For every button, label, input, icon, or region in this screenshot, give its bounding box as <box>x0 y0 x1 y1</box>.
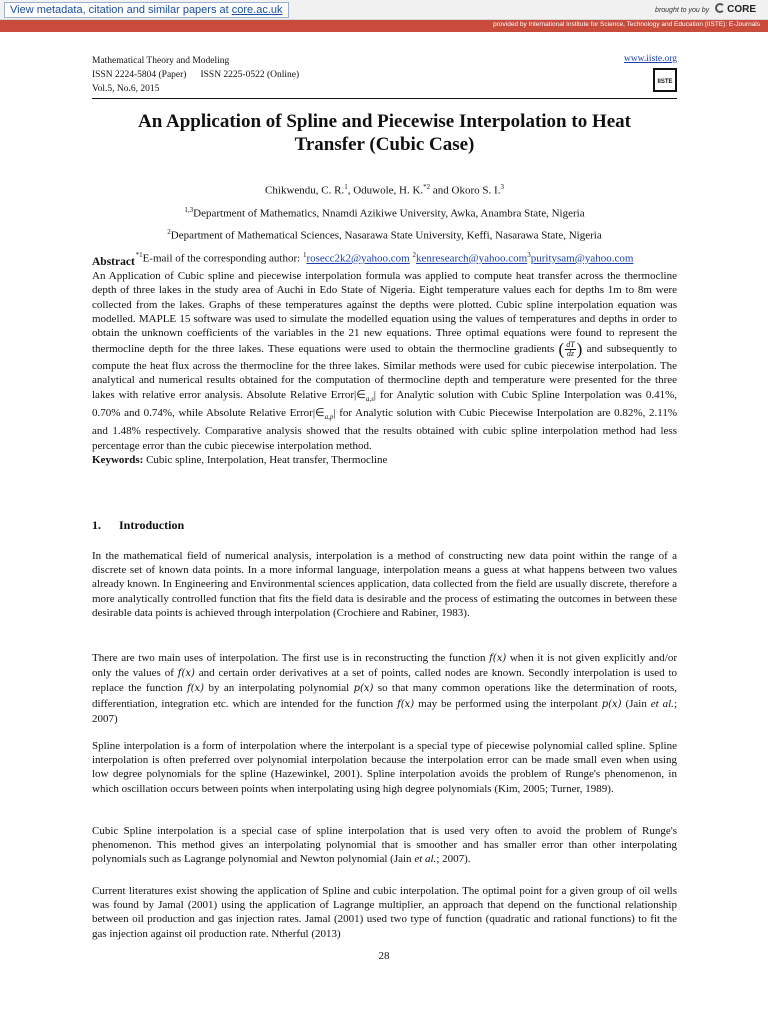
p2-a: There are two main uses of interpolation. The first use is in reconstructing the function <box>92 652 490 664</box>
author-2-sup: *2 <box>423 183 431 191</box>
provided-text: provided by International Institute for Science, Technology and Education (IISTE): E-Journals <box>493 21 760 28</box>
core-logo <box>715 4 756 15</box>
author-1-sup: 1 <box>344 183 348 191</box>
abstract-text <box>92 269 677 453</box>
email-2-sup: 2 <box>412 250 416 259</box>
affiliation-2 <box>92 223 677 246</box>
frac-paren-close: ) <box>576 339 583 359</box>
intro-p3-text: Spline interpolation is a form of interpolation where the interpolant is a special type of piecewise polynomial called spline. Spline interpolation is often preferred over polynomial interpolation because the interpolation error can be made small even when using low degree polynomials for the spline (Hazewinkel, 2001). Spline interpolation avoids the problem of Runge's phenomenon, in which oscillation occurs between points when interpolating using high degree polynomials (Kim, 2005; Turner, 1989). <box>92 740 677 795</box>
core-metadata-link[interactable] <box>4 2 289 18</box>
math-px-2: p(x) <box>601 698 622 710</box>
core-link-domain: core.ac.uk <box>231 4 283 16</box>
journal-name: Mathematical Theory and Modeling <box>92 56 230 66</box>
author-1: Chikwendu, C. R. <box>265 184 345 197</box>
intro-paragraph-3 <box>92 739 677 796</box>
core-link-text: View metadata, citation and similar papers at <box>10 4 232 16</box>
email-sup: *1 <box>135 250 143 259</box>
journal-header-right <box>624 54 677 92</box>
header-divider <box>92 98 677 99</box>
abstract-part-4: for Analytic solution with Cubic Piecewise Interpolation are 0.82%, 2.11% and 1.48% respectively. Comparative analysis showed that the results obtained with cubic spline interpolation method had less percentage error than the cubic piecewise interpolation method. <box>92 407 677 452</box>
issn-online: ISSN 2225-0522 (Online) <box>200 70 300 80</box>
affiliation-2-text: Department of Mathematical Sciences, Nasarawa State University, Keffi, Nasarawa State, Nigeria <box>170 229 602 242</box>
p4-b: ; 2007). <box>436 853 471 866</box>
email-label: E-mail of the corresponding author: <box>142 252 303 265</box>
author-2: , Oduwole, H. K. <box>347 184 424 197</box>
frac-numerator: dT <box>566 340 575 350</box>
paper-title <box>92 110 677 156</box>
intro-paragraph-1 <box>92 549 677 620</box>
issn-line <box>92 68 313 82</box>
intro-p4-text <box>92 824 677 867</box>
journal-volume: Vol.5, No.6, 2015 <box>92 84 160 94</box>
p2-b: when it is not given explicitly and/or only the values of <box>92 652 677 680</box>
frac-denominator: dz <box>566 349 574 359</box>
keywords-text: Cubic spline, Interpolation, Heat transfer, Thermocline <box>143 453 388 466</box>
core-brand[interactable] <box>655 3 756 15</box>
issn-paper: ISSN 2224-5804 (Paper) <box>92 70 187 80</box>
email-1[interactable]: rosecc2k2@yahoo.com <box>306 252 410 265</box>
section-number: 1. <box>92 518 101 532</box>
abstract-part-2: and subsequently to compute the heat flux across the thermocline for the three lakes. Similar methods were used for cubic piecewise interpolation. The analytical and numerical results obtained for the computation of thermocline depth and temperature were presented for the three lakes with relative error analysis. Absolute Relative Error <box>92 343 678 401</box>
p4-etal: et al. <box>414 853 437 866</box>
affiliation-1 <box>92 201 677 224</box>
p2-g: (Jain <box>621 697 651 710</box>
journal-header <box>92 54 313 96</box>
frac-paren-open: ( <box>558 339 565 359</box>
intro-paragraph-5 <box>92 884 677 941</box>
email-3-sup: 3 <box>527 250 531 259</box>
title-line-1: An Application of Spline and Piecewise Interpolation to Heat <box>138 111 631 132</box>
affiliation-2-sup: 2 <box>167 228 171 237</box>
p2-etal: et al. <box>650 697 674 710</box>
email-3[interactable]: puritysam@yahoo.com <box>530 252 634 265</box>
abstract-part-3: for Analytic solution with Cubic Spline Interpolation was 0.41%, 0.70% and 0.74%, while Absolute Relative Error <box>92 388 678 420</box>
introduction-section <box>92 518 677 532</box>
math-px-1: p(x) <box>353 683 374 695</box>
journal-url[interactable]: www.iiste.org <box>623 54 677 64</box>
abstract-part-1: An Application of Cubic spline and piecewise interpolation formula was applied to compute heat transfer across the thermocline depth of three lakes in the study area of Auchi in Edo State of Nigeria. Eight temperature values each for depths 1m to 8m were collected from the lakes. Graphs of these temperatures against the depths were plotted. Cubic spline interpolation equation was modelled. MAPLE 15 software was used to simulate the modelled equation using the values of temperatures and depths in order to obtain the unknown coefficients of the variables in the 21 new equations. Three optimal equations were found to represent the thermocline depth for the three lakes. These equations were used to obtain the thermocline gradients <box>92 270 677 356</box>
brought-text: brought to you by <box>655 7 710 14</box>
error-cs-sub: a,s <box>365 394 374 403</box>
abstract-section <box>92 252 678 467</box>
math-fx-1: f(x) <box>489 653 507 664</box>
p2-d: by an interpolating polynomial <box>204 682 354 695</box>
affiliation-1-sup: 1,3 <box>184 205 194 214</box>
email-2[interactable]: kenresearch@yahoo.com <box>415 252 528 265</box>
math-fx-2: f(x) <box>177 668 195 680</box>
p2-c: and certain order derivatives at a set of points, called nodes are known. Secondly interpolation is used to replace the function <box>92 667 677 695</box>
iiste-logo-text: IISTE <box>657 79 673 85</box>
error-cs-end: | <box>373 388 376 401</box>
math-fx-4: f(x) <box>397 698 415 710</box>
core-top-bar <box>0 0 768 20</box>
intro-p1-text: In the mathematical field of numerical analysis, interpolation is a method of constructing new data point within the range of a discrete set of known data points. In a more informal language, interpolation means a guess at what happens between two values already known. In Engineering and Environmental sciences application, data collected from the field are usually discrete, therefore a more analytically controlled function that fits the field data is desirable and the process of estimating the outcomes in between these desirable data points is achieved through interpolation (Crochiere and Rabiner, 1983). <box>92 550 677 619</box>
thermocline-gradient-fraction <box>564 340 576 359</box>
error-cs-symbol: |∈ <box>354 388 366 401</box>
title-line-2: Transfer (Cubic Case) <box>294 134 475 155</box>
page-number: 28 <box>378 950 390 962</box>
introduction-heading <box>92 518 677 532</box>
section-title: Introduction <box>119 518 185 532</box>
core-banner <box>0 0 768 32</box>
abstract-heading: Abstract <box>92 256 135 268</box>
author-names <box>92 178 677 201</box>
email-1-sup: 1 <box>302 250 307 259</box>
core-logo-icon <box>715 3 725 13</box>
core-provided-bar <box>0 20 768 32</box>
p2-f: may be performed using the interpolant <box>414 697 602 710</box>
p4-a: Cubic Spline interpolation is a special case of spline interpolation that is used very often to avoid the problem of Runge's phenomenon. This method gives an interpolating polynomial that is smoother and has smaller error than other interpolating polynomials such as Lagrange polynomial and Newton polynomial (Jain <box>92 825 677 866</box>
error-cp-end: | <box>333 407 336 420</box>
affiliation-1-text: Department of Mathematics, Nnamdi Azikiwe University, Awka, Anambra State, Nigeria <box>193 207 585 220</box>
core-logo-text: CORE <box>727 4 756 15</box>
p2-h: ; 2007) <box>92 697 677 725</box>
keywords <box>92 453 677 467</box>
intro-paragraph-4 <box>92 824 677 867</box>
intro-p5-text: Current literatures exist showing the application of Spline and cubic interpolation. The optimal point for a given group of oil wells was found by Jamal (2001) using the application of Lagrange multiplier, an approach that depend on the functional relationship between oil production and gas injection rates. Jamal (2001) used two type of function (quadratic and rational functions) to fit the gas injection against oil production rate. Ntherful (2013) <box>92 885 677 940</box>
intro-paragraph-2 <box>92 651 677 726</box>
keywords-label: Keywords: <box>92 453 144 466</box>
math-fx-3: f(x) <box>186 683 205 695</box>
author-3-sup: 3 <box>500 183 504 191</box>
error-cp-sub: a,p <box>324 413 334 422</box>
p2-e: so that many common operations like the determination of roots, differentiation, integration etc. which are intended for the function <box>92 682 677 710</box>
error-cp-symbol: |∈ <box>312 407 325 420</box>
iiste-logo <box>653 68 677 92</box>
author-3: and Okoro S. I. <box>430 184 501 197</box>
intro-p2-text <box>92 651 677 726</box>
